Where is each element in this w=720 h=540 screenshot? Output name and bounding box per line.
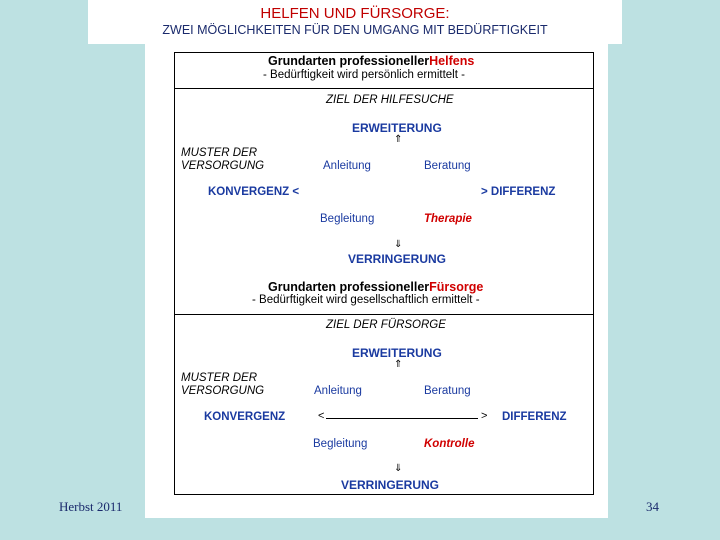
fuersorge-anleitung: Anleitung [314,385,362,397]
fuersorge-goal: ZIEL DER FÜRSORGE [326,319,446,331]
fuersorge-convergence: KONVERGENZ [204,411,286,423]
helfen-heading-prefix: Grundarten professioneller [268,54,430,68]
helfen-heading [268,55,474,68]
fuersorge-difference: DIFFERENZ [502,411,567,423]
fuersorge-heading-sub: - Bedürftigkeit wird gesellschaftlich ermittelt - [252,294,480,306]
fuersorge-heading-prefix: Grundarten professioneller [268,280,430,294]
helfen-begleitung: Begleitung [320,213,375,225]
page-number: 34 [646,499,659,514]
helfen-difference: > DIFFERENZ [481,186,556,198]
helfen-beratung: Beratung [424,160,471,172]
fuersorge-heading [268,281,483,294]
helfen-extension: ERWEITERUNG [352,121,442,135]
diagram-frame [174,52,594,495]
fuersorge-reduction: VERRINGERUNG [341,478,440,492]
helfen-heading-highlight: Helfens [429,54,475,68]
helfen-heading-sub: - Bedürftigkeit wird persönlich ermittelt - [263,69,465,81]
slide-header [88,0,622,44]
fuersorge-kontrolle: Kontrolle [424,438,475,450]
helfen-pattern-line2: VERSORGUNG [181,160,265,172]
fuersorge-pattern-line1: MUSTER DER [181,372,258,384]
fuersorge-begleitung: Begleitung [313,438,368,450]
helfen-anleitung: Anleitung [323,160,371,172]
fuersorge-arrow-right: > [481,410,488,422]
slide-subtitle: ZWEI MÖGLICHKEITEN FÜR DEN UMGANG MIT BEDÜRFTIGKEIT [162,23,548,37]
fuersorge-pattern-line2: VERSORGUNG [181,385,265,397]
helfen-pattern-line1: MUSTER DER [181,147,258,159]
helfen-therapie: Therapie [424,213,472,225]
helfen-convergence: KONVERGENZ < [208,186,300,198]
footer-date: Herbst 2011 [59,499,123,514]
fuersorge-up-arrow: ⇑ [394,359,403,370]
divider-helfen-heading [174,88,594,89]
helfen-goal: ZIEL DER HILFESUCHE [326,94,454,106]
fuersorge-extension: ERWEITERUNG [352,346,442,360]
helfen-down-arrow: ⇓ [394,239,403,250]
divider-fuersorge-heading [174,314,594,315]
fuersorge-beratung: Beratung [424,385,471,397]
helfen-up-arrow: ⇑ [394,134,403,145]
fuersorge-arrow-line [326,418,478,419]
fuersorge-heading-highlight: Fürsorge [429,280,484,294]
helfen-reduction: VERRINGERUNG [348,252,447,266]
fuersorge-arrow-left: < [318,410,325,422]
fuersorge-down-arrow: ⇓ [394,463,403,474]
slide-title: HELFEN UND FÜRSORGE: [260,5,450,22]
